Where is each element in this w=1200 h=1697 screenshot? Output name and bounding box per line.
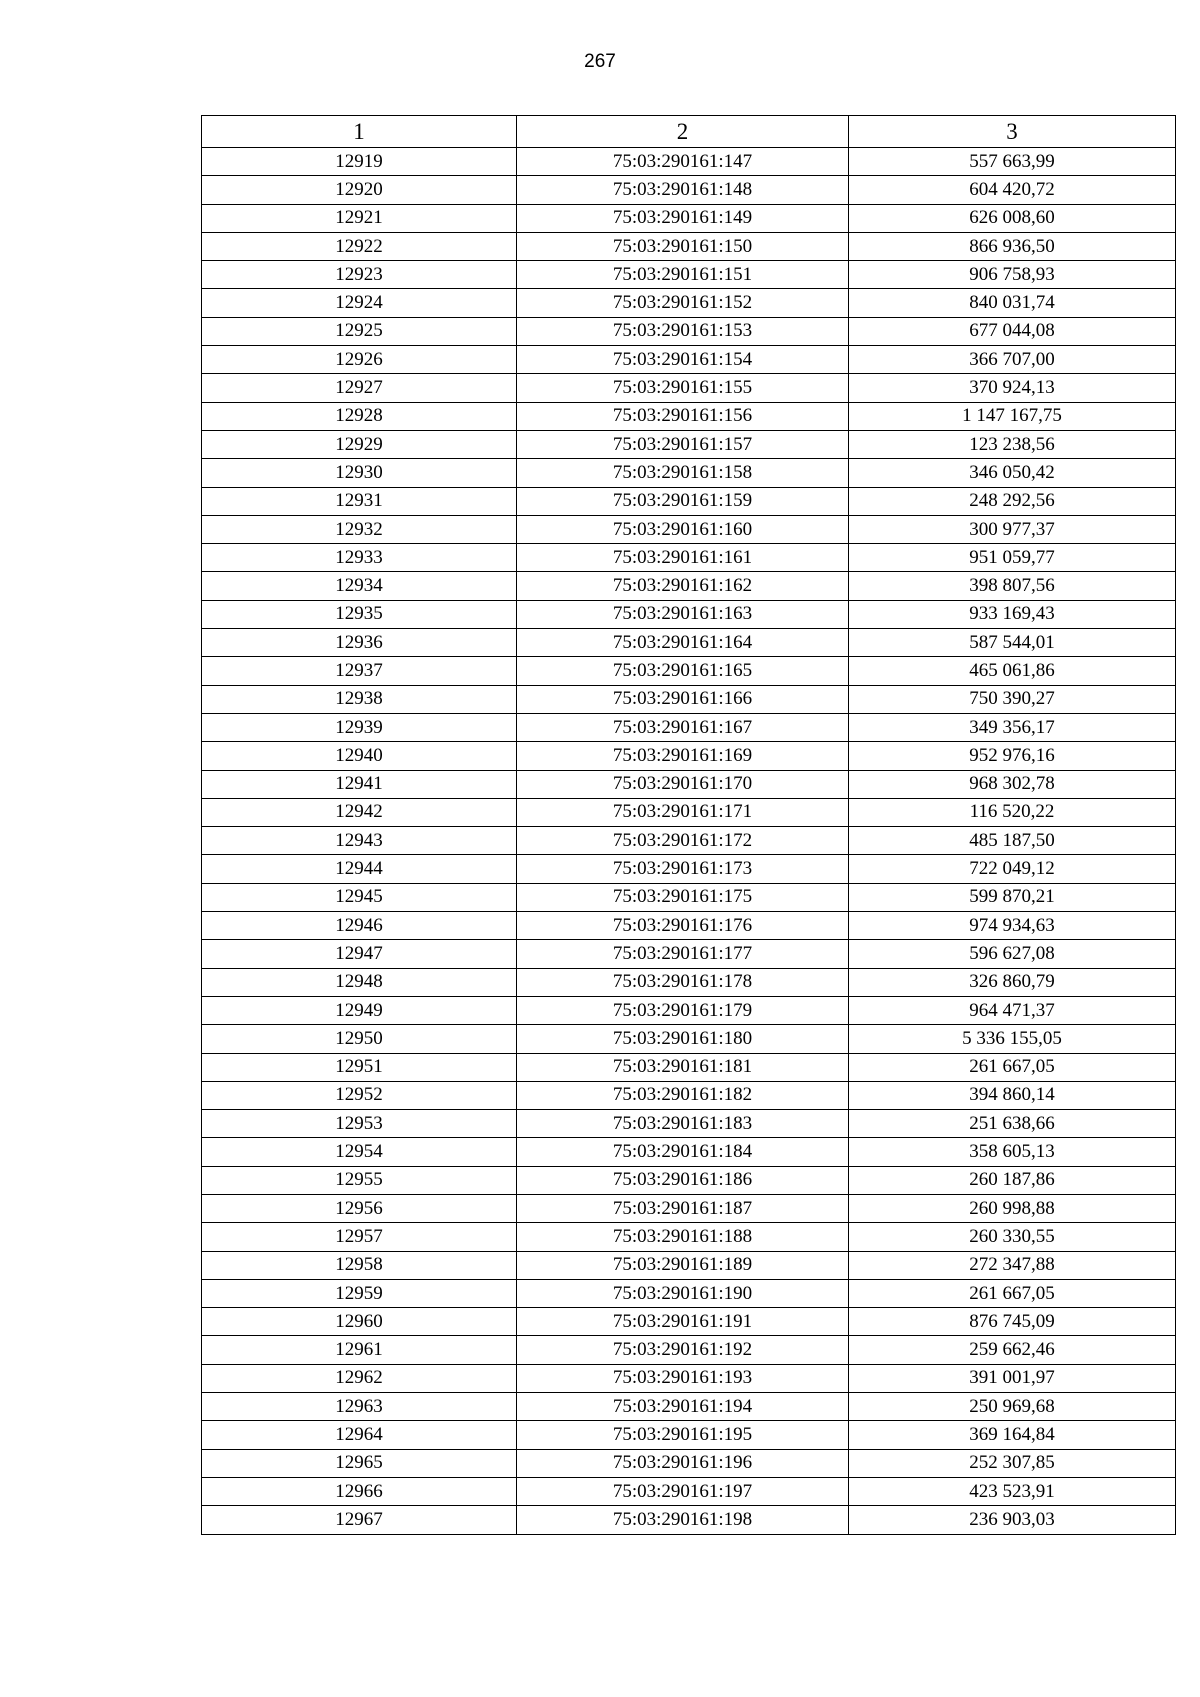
cadastral-number-cell: 75:03:290161:157 (517, 430, 849, 458)
row-number-cell: 12963 (202, 1393, 517, 1421)
table-row (202, 1421, 1176, 1449)
row-number-cell: 12931 (202, 487, 517, 515)
row-number-cell: 12948 (202, 968, 517, 996)
row-number-cell: 12932 (202, 515, 517, 543)
table-header (202, 116, 1176, 148)
row-number-cell: 12950 (202, 1025, 517, 1053)
table-row (202, 148, 1176, 176)
cadastral-number-cell: 75:03:290161:181 (517, 1053, 849, 1081)
row-number-cell: 12961 (202, 1336, 517, 1364)
cadastral-number-cell: 75:03:290161:171 (517, 798, 849, 826)
row-number-cell: 12947 (202, 940, 517, 968)
value-cell: 259 662,46 (849, 1336, 1176, 1364)
row-number-cell: 12962 (202, 1364, 517, 1392)
table-row (202, 1364, 1176, 1392)
cadastral-number-cell: 75:03:290161:172 (517, 827, 849, 855)
row-number-cell: 12921 (202, 204, 517, 232)
table-row (202, 713, 1176, 741)
row-number-cell: 12943 (202, 827, 517, 855)
table-row (202, 1025, 1176, 1053)
value-cell: 906 758,93 (849, 261, 1176, 289)
cadastral-number-cell: 75:03:290161:179 (517, 996, 849, 1024)
row-number-cell: 12965 (202, 1449, 517, 1477)
table-row (202, 430, 1176, 458)
cadastral-number-cell: 75:03:290161:187 (517, 1194, 849, 1222)
value-cell: 260 187,86 (849, 1166, 1176, 1194)
row-number-cell: 12951 (202, 1053, 517, 1081)
table-row (202, 204, 1176, 232)
cadastral-number-cell: 75:03:290161:152 (517, 289, 849, 317)
table-row (202, 770, 1176, 798)
value-cell: 116 520,22 (849, 798, 1176, 826)
row-number-cell: 12953 (202, 1110, 517, 1138)
cadastral-number-cell: 75:03:290161:177 (517, 940, 849, 968)
table-row (202, 827, 1176, 855)
cadastral-number-cell: 75:03:290161:189 (517, 1251, 849, 1279)
table-row (202, 1336, 1176, 1364)
table-row (202, 742, 1176, 770)
cadastral-number-cell: 75:03:290161:180 (517, 1025, 849, 1053)
cadastral-number-cell: 75:03:290161:156 (517, 402, 849, 430)
cadastral-number-cell: 75:03:290161:151 (517, 261, 849, 289)
row-number-cell: 12926 (202, 346, 517, 374)
value-cell: 423 523,91 (849, 1477, 1176, 1505)
value-cell: 876 745,09 (849, 1308, 1176, 1336)
row-number-cell: 12936 (202, 629, 517, 657)
registry-table (201, 115, 1176, 1535)
cadastral-number-cell: 75:03:290161:161 (517, 544, 849, 572)
value-cell: 398 807,56 (849, 572, 1176, 600)
table-row (202, 289, 1176, 317)
row-number-cell: 12944 (202, 855, 517, 883)
value-cell: 366 707,00 (849, 346, 1176, 374)
table-row (202, 515, 1176, 543)
value-cell: 236 903,03 (849, 1506, 1176, 1534)
table-row (202, 572, 1176, 600)
column-header-1: 1 (202, 116, 517, 148)
row-number-cell: 12920 (202, 176, 517, 204)
table-row (202, 176, 1176, 204)
value-cell: 5 336 155,05 (849, 1025, 1176, 1053)
column-header-2: 2 (517, 116, 849, 148)
column-header-3: 3 (849, 116, 1176, 148)
table-body (202, 148, 1176, 1535)
row-number-cell: 12959 (202, 1279, 517, 1307)
row-number-cell: 12934 (202, 572, 517, 600)
value-cell: 599 870,21 (849, 883, 1176, 911)
row-number-cell: 12960 (202, 1308, 517, 1336)
cadastral-number-cell: 75:03:290161:190 (517, 1279, 849, 1307)
row-number-cell: 12940 (202, 742, 517, 770)
cadastral-number-cell: 75:03:290161:173 (517, 855, 849, 883)
value-cell: 722 049,12 (849, 855, 1176, 883)
cadastral-number-cell: 75:03:290161:198 (517, 1506, 849, 1534)
table-row (202, 374, 1176, 402)
cadastral-number-cell: 75:03:290161:176 (517, 912, 849, 940)
table-row (202, 1053, 1176, 1081)
cadastral-number-cell: 75:03:290161:162 (517, 572, 849, 600)
table-row (202, 855, 1176, 883)
value-cell: 968 302,78 (849, 770, 1176, 798)
table-row (202, 1506, 1176, 1534)
row-number-cell: 12952 (202, 1081, 517, 1109)
row-number-cell: 12954 (202, 1138, 517, 1166)
row-number-cell: 12964 (202, 1421, 517, 1449)
value-cell: 952 976,16 (849, 742, 1176, 770)
value-cell: 626 008,60 (849, 204, 1176, 232)
cadastral-number-cell: 75:03:290161:192 (517, 1336, 849, 1364)
value-cell: 485 187,50 (849, 827, 1176, 855)
value-cell: 933 169,43 (849, 600, 1176, 628)
row-number-cell: 12924 (202, 289, 517, 317)
cadastral-number-cell: 75:03:290161:150 (517, 232, 849, 260)
value-cell: 394 860,14 (849, 1081, 1176, 1109)
row-number-cell: 12919 (202, 148, 517, 176)
value-cell: 252 307,85 (849, 1449, 1176, 1477)
row-number-cell: 12929 (202, 430, 517, 458)
table-row (202, 1251, 1176, 1279)
cadastral-number-cell: 75:03:290161:166 (517, 685, 849, 713)
value-cell: 251 638,66 (849, 1110, 1176, 1138)
cadastral-number-cell: 75:03:290161:148 (517, 176, 849, 204)
row-number-cell: 12933 (202, 544, 517, 572)
value-cell: 123 238,56 (849, 430, 1176, 458)
row-number-cell: 12949 (202, 996, 517, 1024)
value-cell: 866 936,50 (849, 232, 1176, 260)
value-cell: 391 001,97 (849, 1364, 1176, 1392)
row-number-cell: 12923 (202, 261, 517, 289)
cadastral-number-cell: 75:03:290161:178 (517, 968, 849, 996)
table-row (202, 996, 1176, 1024)
cadastral-number-cell: 75:03:290161:197 (517, 1477, 849, 1505)
value-cell: 346 050,42 (849, 459, 1176, 487)
value-cell: 596 627,08 (849, 940, 1176, 968)
row-number-cell: 12930 (202, 459, 517, 487)
cadastral-number-cell: 75:03:290161:182 (517, 1081, 849, 1109)
table-row (202, 232, 1176, 260)
row-number-cell: 12927 (202, 374, 517, 402)
row-number-cell: 12945 (202, 883, 517, 911)
row-number-cell: 12956 (202, 1194, 517, 1222)
table-row (202, 544, 1176, 572)
row-number-cell: 12955 (202, 1166, 517, 1194)
table-row (202, 629, 1176, 657)
table-row (202, 1308, 1176, 1336)
table-row (202, 487, 1176, 515)
cadastral-number-cell: 75:03:290161:169 (517, 742, 849, 770)
value-cell: 964 471,37 (849, 996, 1176, 1024)
value-cell: 1 147 167,75 (849, 402, 1176, 430)
table-row (202, 1194, 1176, 1222)
value-cell: 369 164,84 (849, 1421, 1176, 1449)
value-cell: 250 969,68 (849, 1393, 1176, 1421)
value-cell: 248 292,56 (849, 487, 1176, 515)
cadastral-number-cell: 75:03:290161:183 (517, 1110, 849, 1138)
value-cell: 677 044,08 (849, 317, 1176, 345)
value-cell: 358 605,13 (849, 1138, 1176, 1166)
cadastral-number-cell: 75:03:290161:153 (517, 317, 849, 345)
table-row (202, 940, 1176, 968)
table-row (202, 1477, 1176, 1505)
row-number-cell: 12925 (202, 317, 517, 345)
cadastral-number-cell: 75:03:290161:191 (517, 1308, 849, 1336)
value-cell: 587 544,01 (849, 629, 1176, 657)
table-row (202, 1166, 1176, 1194)
table-row (202, 798, 1176, 826)
cadastral-number-cell: 75:03:290161:195 (517, 1421, 849, 1449)
value-cell: 557 663,99 (849, 148, 1176, 176)
cadastral-number-cell: 75:03:290161:184 (517, 1138, 849, 1166)
value-cell: 272 347,88 (849, 1251, 1176, 1279)
value-cell: 260 998,88 (849, 1194, 1176, 1222)
row-number-cell: 12957 (202, 1223, 517, 1251)
table-row (202, 346, 1176, 374)
value-cell: 260 330,55 (849, 1223, 1176, 1251)
cadastral-number-cell: 75:03:290161:163 (517, 600, 849, 628)
table-row (202, 600, 1176, 628)
table-row (202, 685, 1176, 713)
header-row (202, 116, 1176, 148)
row-number-cell: 12967 (202, 1506, 517, 1534)
cadastral-number-cell: 75:03:290161:193 (517, 1364, 849, 1392)
cadastral-number-cell: 75:03:290161:147 (517, 148, 849, 176)
table-row (202, 1081, 1176, 1109)
page-number: 267 (584, 51, 616, 72)
value-cell: 300 977,37 (849, 515, 1176, 543)
table-row (202, 912, 1176, 940)
table-row (202, 1279, 1176, 1307)
value-cell: 326 860,79 (849, 968, 1176, 996)
value-cell: 261 667,05 (849, 1053, 1176, 1081)
value-cell: 349 356,17 (849, 713, 1176, 741)
value-cell: 604 420,72 (849, 176, 1176, 204)
cadastral-number-cell: 75:03:290161:165 (517, 657, 849, 685)
cadastral-number-cell: 75:03:290161:149 (517, 204, 849, 232)
row-number-cell: 12958 (202, 1251, 517, 1279)
table-row (202, 1138, 1176, 1166)
table-row (202, 968, 1176, 996)
table-row (202, 1393, 1176, 1421)
cadastral-number-cell: 75:03:290161:186 (517, 1166, 849, 1194)
table-row (202, 261, 1176, 289)
table-row (202, 1110, 1176, 1138)
table-row (202, 1449, 1176, 1477)
row-number-cell: 12946 (202, 912, 517, 940)
value-cell: 370 924,13 (849, 374, 1176, 402)
cadastral-number-cell: 75:03:290161:167 (517, 713, 849, 741)
row-number-cell: 12938 (202, 685, 517, 713)
value-cell: 261 667,05 (849, 1279, 1176, 1307)
row-number-cell: 12935 (202, 600, 517, 628)
table-row (202, 402, 1176, 430)
row-number-cell: 12942 (202, 798, 517, 826)
value-cell: 750 390,27 (849, 685, 1176, 713)
row-number-cell: 12966 (202, 1477, 517, 1505)
row-number-cell: 12937 (202, 657, 517, 685)
value-cell: 951 059,77 (849, 544, 1176, 572)
cadastral-number-cell: 75:03:290161:159 (517, 487, 849, 515)
row-number-cell: 12928 (202, 402, 517, 430)
table-row (202, 317, 1176, 345)
cadastral-number-cell: 75:03:290161:175 (517, 883, 849, 911)
cadastral-number-cell: 75:03:290161:164 (517, 629, 849, 657)
cadastral-number-cell: 75:03:290161:188 (517, 1223, 849, 1251)
cadastral-number-cell: 75:03:290161:158 (517, 459, 849, 487)
row-number-cell: 12941 (202, 770, 517, 798)
table-row (202, 459, 1176, 487)
cadastral-number-cell: 75:03:290161:170 (517, 770, 849, 798)
cadastral-number-cell: 75:03:290161:194 (517, 1393, 849, 1421)
value-cell: 974 934,63 (849, 912, 1176, 940)
row-number-cell: 12922 (202, 232, 517, 260)
cadastral-number-cell: 75:03:290161:155 (517, 374, 849, 402)
cadastral-number-cell: 75:03:290161:160 (517, 515, 849, 543)
table-row (202, 883, 1176, 911)
cadastral-number-cell: 75:03:290161:154 (517, 346, 849, 374)
table-row (202, 1223, 1176, 1251)
row-number-cell: 12939 (202, 713, 517, 741)
table-row (202, 657, 1176, 685)
value-cell: 465 061,86 (849, 657, 1176, 685)
value-cell: 840 031,74 (849, 289, 1176, 317)
cadastral-number-cell: 75:03:290161:196 (517, 1449, 849, 1477)
